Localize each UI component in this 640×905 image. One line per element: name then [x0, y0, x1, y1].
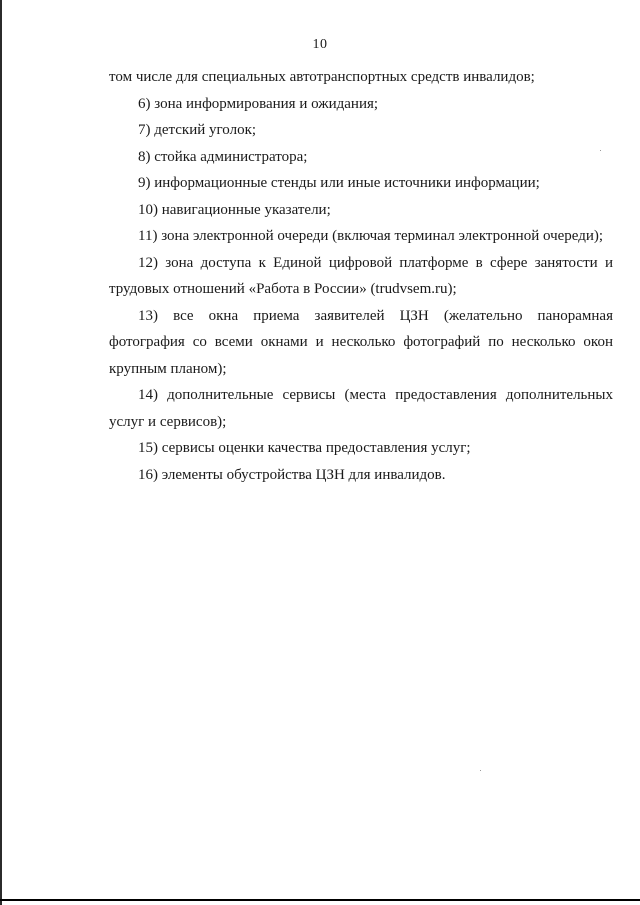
list-item-14: 14) дополнительные сервисы (места предоставления дополнительных услуг и сервисов);: [109, 387, 613, 430]
list-item-16: 16) элементы обустройства ЦЗН для инвалидов.: [138, 466, 446, 483]
scan-left-edge: [0, 0, 2, 905]
list-item-8: 8) стойка администратора;: [138, 148, 308, 165]
page-number: 10: [312, 37, 328, 52]
scan-speck: [600, 150, 601, 151]
list-item-15: 15) сервисы оценки качества предоставления услуг;: [138, 440, 471, 456]
list-item-6: 6) зона информирования и ожидания;: [138, 95, 379, 112]
list-item-7: 7) детский уголок;: [138, 122, 257, 138]
scan-bottom-edge: [0, 899, 640, 901]
list-item-10: 10) навигационные указатели;: [138, 201, 331, 218]
list-item-13: 13) все окна приема заявителей ЦЗН (желательно панорамная фотография со всеми окнами и несколько фотографий по несколько окон крупным планом);: [109, 307, 613, 377]
list-item-11: 11) зона электронной очереди (включая терминал электронной очереди);: [138, 228, 604, 244]
list-item-9: 9) информационные стенды или иные источники информации;: [138, 175, 540, 191]
document-body: [109, 64, 613, 488]
scan-speck: [480, 770, 481, 771]
list-item-12: 12) зона доступа к Единой цифровой платформе в сфере занятости и трудовых отношений «Работа в России» (trudvsem.ru);: [109, 254, 613, 297]
paragraph-continuation: том числе для специальных автотранспортных средств инвалидов;: [109, 69, 535, 85]
